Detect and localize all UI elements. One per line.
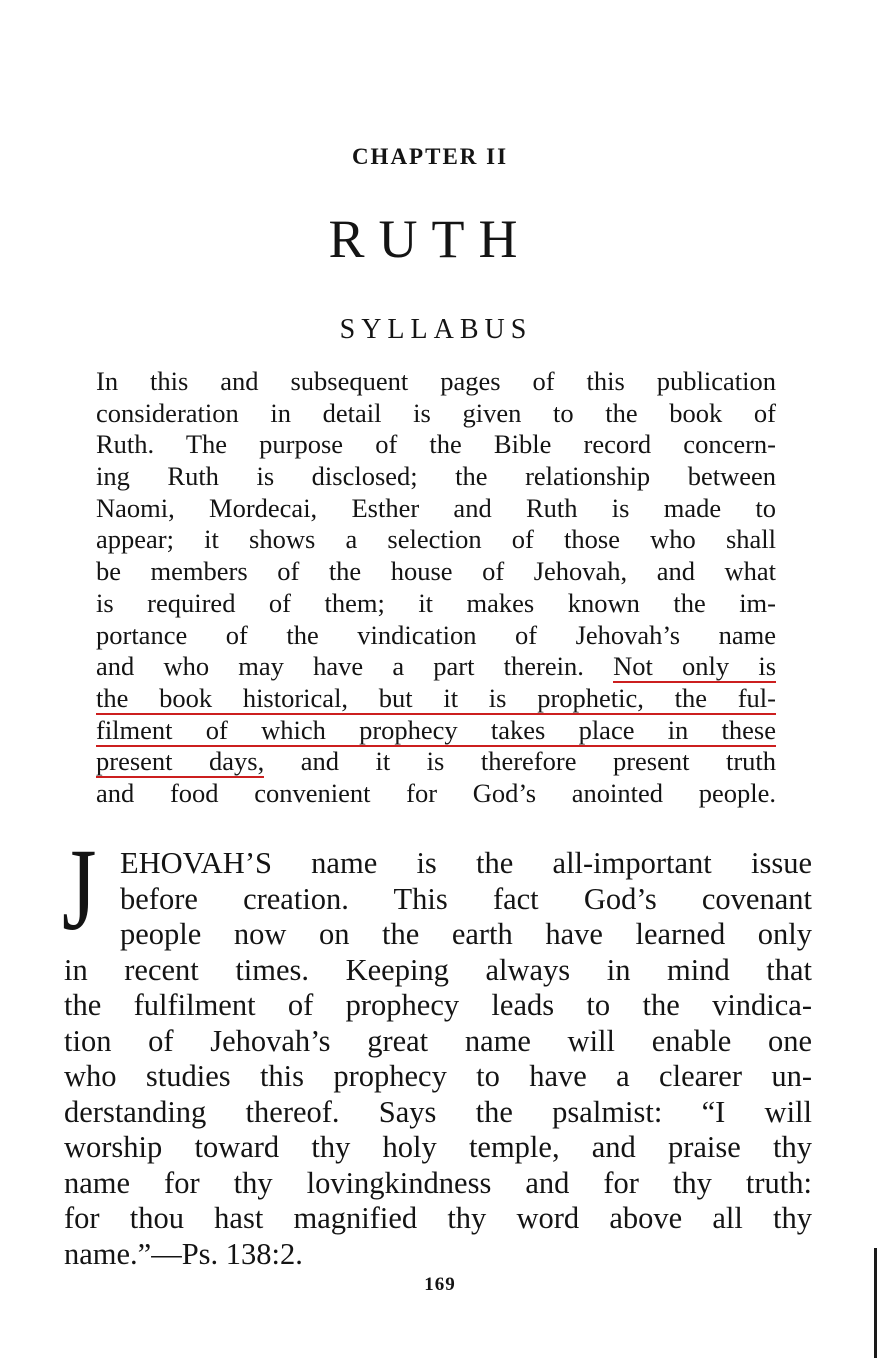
red-underlined-text: present days, bbox=[96, 746, 265, 777]
syllabus-line: consideration in detail is given to the book of bbox=[96, 397, 776, 428]
syllabus-line bbox=[96, 746, 776, 778]
body-line: who studies this prophecy to have a clearer un- bbox=[64, 1059, 812, 1093]
scan-edge-bar bbox=[874, 1248, 877, 1358]
body-line: name for thy lovingkindness and for thy truth: bbox=[64, 1165, 812, 1200]
syllabus-line bbox=[96, 651, 776, 683]
syllabus-heading: SYLLABUS bbox=[339, 314, 533, 345]
body-line: people now on the earth have learned only bbox=[120, 917, 812, 951]
body-line: worship toward thy holy temple, and praise thy bbox=[64, 1130, 812, 1164]
syllabus-line: ing Ruth is disclosed; the relationship between bbox=[96, 461, 776, 492]
red-underlined-text: the book historical, but it is prophetic, the ful- bbox=[96, 682, 776, 713]
body-line: derstanding thereof. Says the psalmist: “I will bbox=[64, 1094, 812, 1129]
page-number: 169 bbox=[424, 1274, 456, 1295]
body-line: before creation. This fact God’s covenant bbox=[120, 881, 812, 916]
body-line: tion of Jehovah’s great name will enable one bbox=[64, 1023, 812, 1058]
syllabus-line: appear; it shows a selection of those who shall bbox=[96, 524, 776, 555]
drop-cap: J bbox=[62, 824, 97, 955]
body-line: EHOVAH’S name is the all-important issue bbox=[120, 846, 812, 880]
chapter-title: RUTH bbox=[328, 209, 532, 269]
syllabus-line bbox=[96, 715, 776, 747]
red-underlined-text: Not only is bbox=[613, 651, 777, 682]
syllabus-paragraph bbox=[96, 366, 776, 810]
chapter-label: CHAPTER II bbox=[351, 144, 509, 169]
red-underlined-text: filment of which prophecy takes place in these bbox=[96, 714, 776, 745]
syllabus-line: Ruth. The purpose of the Bible record concern- bbox=[96, 429, 776, 460]
body-line: for thou hast magnified thy word above all thy bbox=[64, 1201, 812, 1235]
body-line: in recent times. Keeping always in mind that bbox=[64, 952, 812, 987]
syllabus-line: In this and subsequent pages of this publication bbox=[96, 366, 776, 396]
syllabus-line: and food convenient for God’s anointed people. bbox=[96, 777, 776, 808]
syllabus-line: Naomi, Mordecai, Esther and Ruth is made to bbox=[96, 492, 776, 523]
body-line: name.”—Ps. 138:2. bbox=[64, 1236, 303, 1271]
syllabus-line: portance of the vindication of Jehovah’s name bbox=[96, 619, 776, 650]
syllabus-text: and it is therefore present truth bbox=[300, 746, 777, 777]
syllabus-line: is required of them; it makes known the im- bbox=[96, 587, 776, 618]
body-paragraph bbox=[64, 846, 812, 1272]
syllabus-line bbox=[96, 683, 776, 715]
body-line: the fulfilment of prophecy leads to the vindica- bbox=[64, 988, 812, 1022]
syllabus-line: be members of the house of Jehovah, and what bbox=[96, 556, 776, 587]
syllabus-text: and who may have a part therein. bbox=[96, 651, 584, 682]
